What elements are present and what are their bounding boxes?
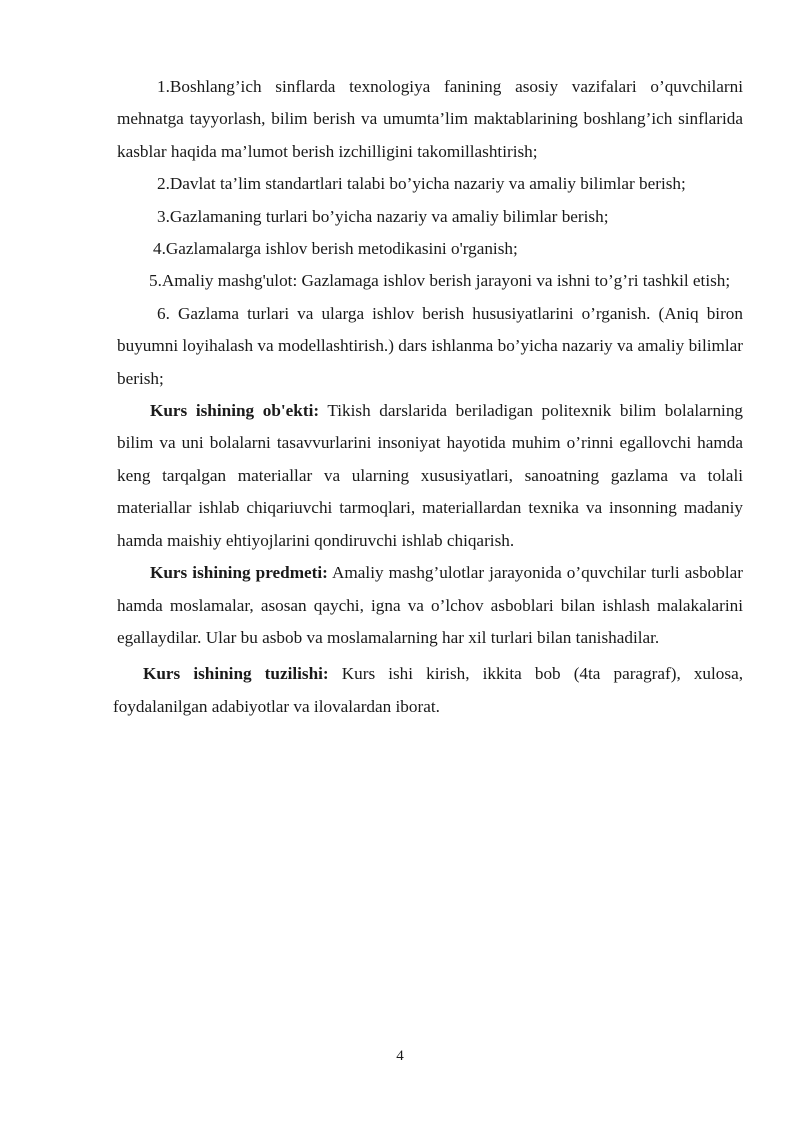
structure-paragraph xyxy=(113,658,743,723)
page-number: 4 xyxy=(396,1048,404,1064)
structure-text: Kurs ishi kirish, ikkita bob (4ta paragraf), xulosa, foydalanilgan adabiyotlar va ilovalardan iborat. xyxy=(113,664,743,716)
list-item-6: 6. Gazlama turlari va ularga ishlov berish hususiyatlarini o’rganish. (Aniq biron buyumni loyihalash va modellashtirish.) dars ishlanma bo’yicha nazariy va amaliy bilimlar berish; xyxy=(117,303,743,388)
subject-text: Amaliy mashg’ulotlar jarayonida o’quvchilar turli asboblar hamda moslamalar, asosan qaychi, igna va o’lchov asboblari bilan ishlash malakalarini egallaydilar. Ular bu asbob va moslamalarning har xil turlari bilan tanishadilar. xyxy=(117,563,744,647)
object-paragraph xyxy=(117,395,743,557)
list-item-2: 2.Davlat ta’lim standartlari talabi bo’yicha nazariy va amaliy bilimlar berish; xyxy=(157,174,686,194)
list-item-1: 1.Boshlang’ich sinflarda texnologiya fanining asosiy vazifalari o’quvchilarni mehnatga tayyorlash, bilim berish va umumta’lim maktablarining boshlang’ich sinflarida kasblar haqida ma’lumot berish izchilligini takomillashtirish; xyxy=(117,77,743,161)
list-item-3: 3.Gazlamaning turlari bo’yicha nazariy va amaliy bilimlar berish; xyxy=(157,206,609,226)
list-item-5: 5.Amaliy mashg'ulot: Gazlamaga ishlov berish jarayoni va ishni to’g’ri tashkil etish; xyxy=(149,271,731,291)
object-label: Kurs ishining ob'ekti: xyxy=(150,401,320,421)
structure-label: Kurs ishining tuzilishi: xyxy=(143,664,329,684)
document-body xyxy=(113,71,744,723)
subject-label: Kurs ishining predmeti: xyxy=(150,563,328,583)
list-item-4: 4.Gazlamalarga ishlov berish metodikasini o'rganish; xyxy=(153,239,518,259)
subject-paragraph xyxy=(117,557,743,654)
object-text: Tikish darslarida beriladigan politexnik bilim bolalarning bilim va uni bolalarni tasavvurlarini insoniyat hayotida muhim o’rinni egallovchi hamda keng tarqalgan materiallar va ularning xususiyatlari, sanoatning gazlama va tolali materiallar ishlab chiqariuvchi tarmoqlari, materiallardan texnika va insonning madaniy hamda maishiy ehtiyojlarini qondiruvchi ishlab chiqarish. xyxy=(117,401,744,550)
